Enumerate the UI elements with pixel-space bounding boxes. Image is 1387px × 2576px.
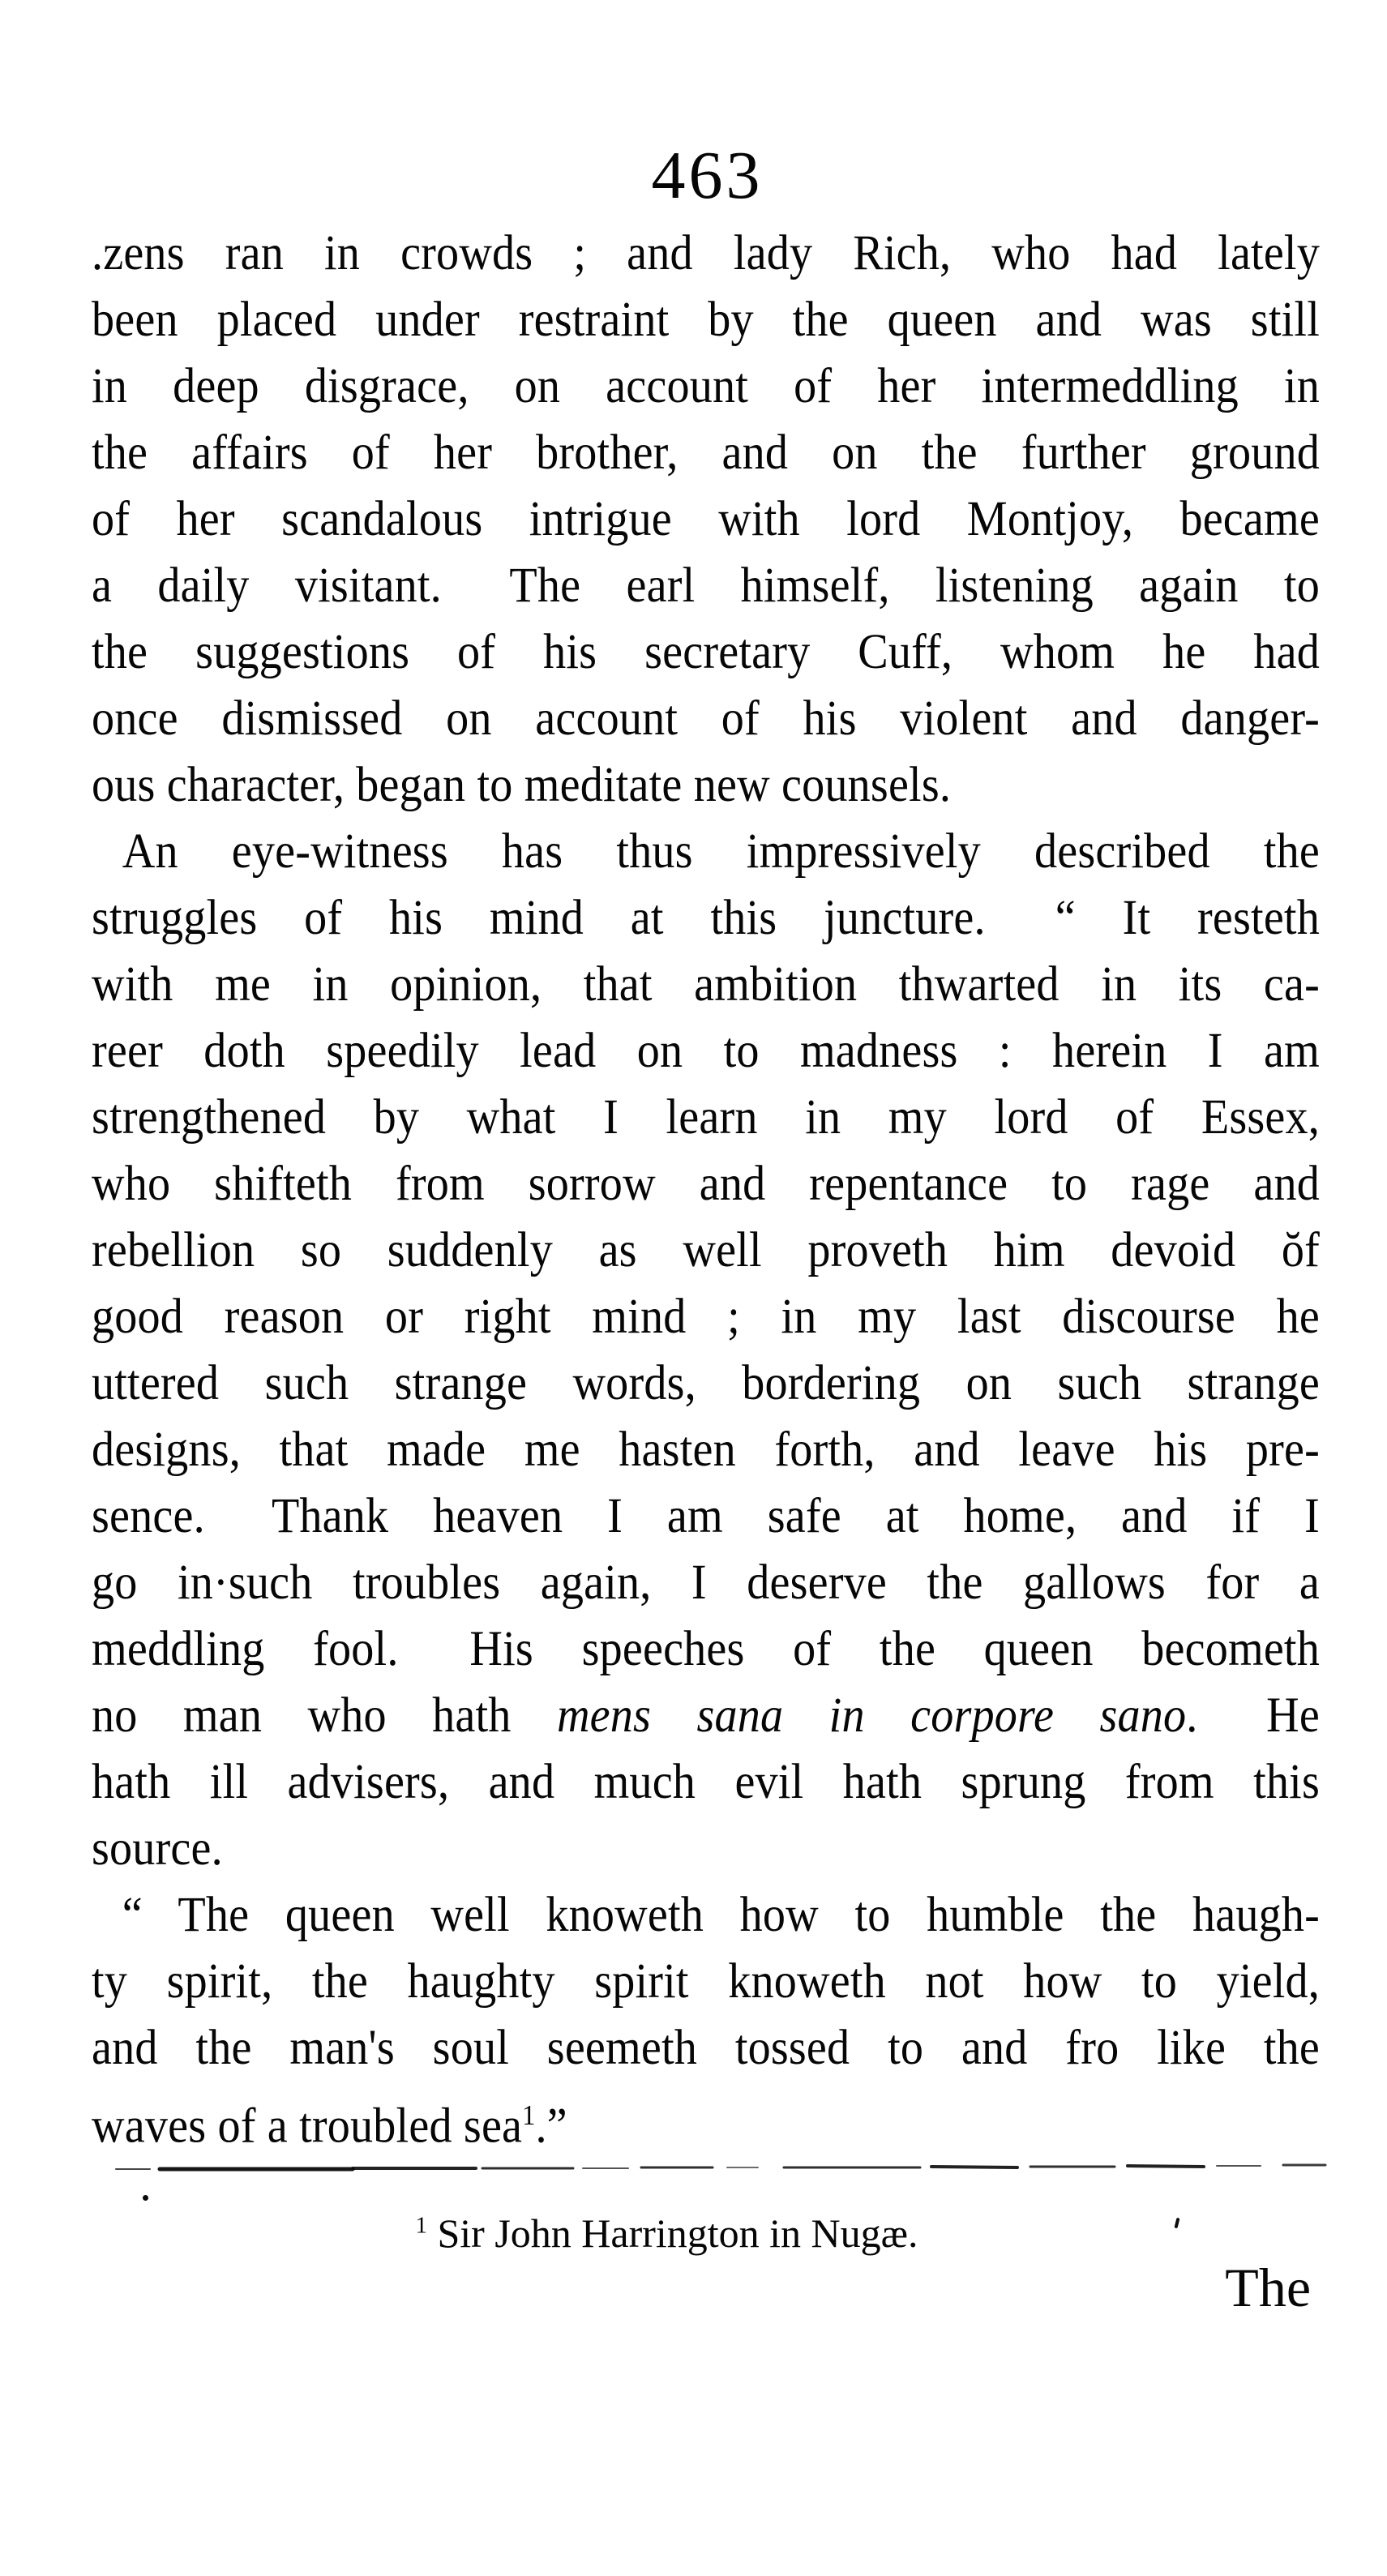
text-line: who shifteth from sorrow and repentance to rage and [92, 1157, 1320, 1211]
text-line: meddling fool. His speeches of the queen becometh [92, 1622, 1320, 1676]
footnote [53, 2210, 1281, 2257]
text-line: “ The queen well knoweth how to humble the haugh- [122, 1888, 1320, 1942]
text-line: ous character, began to meditate new counsels. [92, 758, 952, 812]
text-line: designs, that made me hasten forth, and leave his pre- [92, 1423, 1320, 1477]
text-line-latin [92, 1683, 1320, 1749]
text-line: .zens ran in crowds ; and lady Rich, who had lately [92, 226, 1320, 280]
text-line: in deep disgrace, on account of her intermeddling in [92, 359, 1320, 413]
text-line: the affairs of her brother, and on the further ground [92, 426, 1320, 480]
text-line: a daily visitant. The earl himself, listening again to [92, 558, 1320, 613]
paragraph-1 [92, 220, 1320, 819]
text-line: sence. Thank heaven I am safe at home, and if I [92, 1489, 1320, 1543]
catchword: The [1225, 2257, 1311, 2318]
ink-speck [143, 2195, 148, 2201]
body-text [92, 220, 1320, 2154]
text-line: reer doth speedily lead on to madness : herein I am [92, 1024, 1320, 1078]
text-line: strengthened by what I learn in my lord of Essex, [92, 1090, 1320, 1145]
text-line: once dismissed on account of his violent and danger- [92, 691, 1320, 746]
text-line: struggles of his mind at this juncture. “ It resteth [92, 891, 1320, 945]
text-line: the suggestions of his secretary Cuff, whom he had [92, 625, 1320, 679]
text-line: with me in opinion, that ambition thwarted in its ca- [92, 957, 1320, 1012]
text-line: rebellion so suddenly as well proveth him devoid ŏf [92, 1223, 1320, 1277]
last-line-post: .” [535, 2099, 567, 2154]
text-line: go in·such troubles again, I deserve the gallows for a [92, 1555, 1320, 1610]
footnote-ref-mark: 1 [522, 2099, 536, 2131]
latin-post: . He [1186, 1688, 1320, 1743]
paragraph-2 [92, 819, 1320, 1882]
text-line: uttered such strange words, bordering on such strange [92, 1356, 1320, 1410]
text-line: source. [92, 1821, 223, 1876]
paragraph-3 [92, 1882, 1320, 2154]
text-line: and the man's soul seemeth tossed to and fro like the [92, 2021, 1320, 2075]
text-line: An eye-witness has thus impressively described the [122, 824, 1320, 879]
last-line-pre: waves of a troubled sea [92, 2099, 523, 2154]
text-line: been placed under restraint by the queen and was still [92, 293, 1320, 347]
text-line: ty spirit, the haughty spirit knoweth not how to yield, [92, 1954, 1320, 2009]
page-number: 463 [651, 138, 764, 213]
footnote-number: 1 [415, 2212, 427, 2239]
text-line: hath ill advisers, and much evil hath sprung from this [92, 1755, 1320, 1809]
footnote-text: Sir John Harrington in Nugæ. [426, 2210, 918, 2256]
text-line: of her scandalous intrigue with lord Montjoy, became [92, 492, 1320, 546]
latin-phrase: mens sana in corpore sano [556, 1688, 1187, 1743]
text-line: good reason or right mind ; in my last discourse he [92, 1290, 1320, 1344]
latin-pre: no man who hath [92, 1688, 557, 1743]
footnote-rule [109, 2161, 1329, 2174]
text-line-with-footnote-ref [92, 2082, 1320, 2154]
